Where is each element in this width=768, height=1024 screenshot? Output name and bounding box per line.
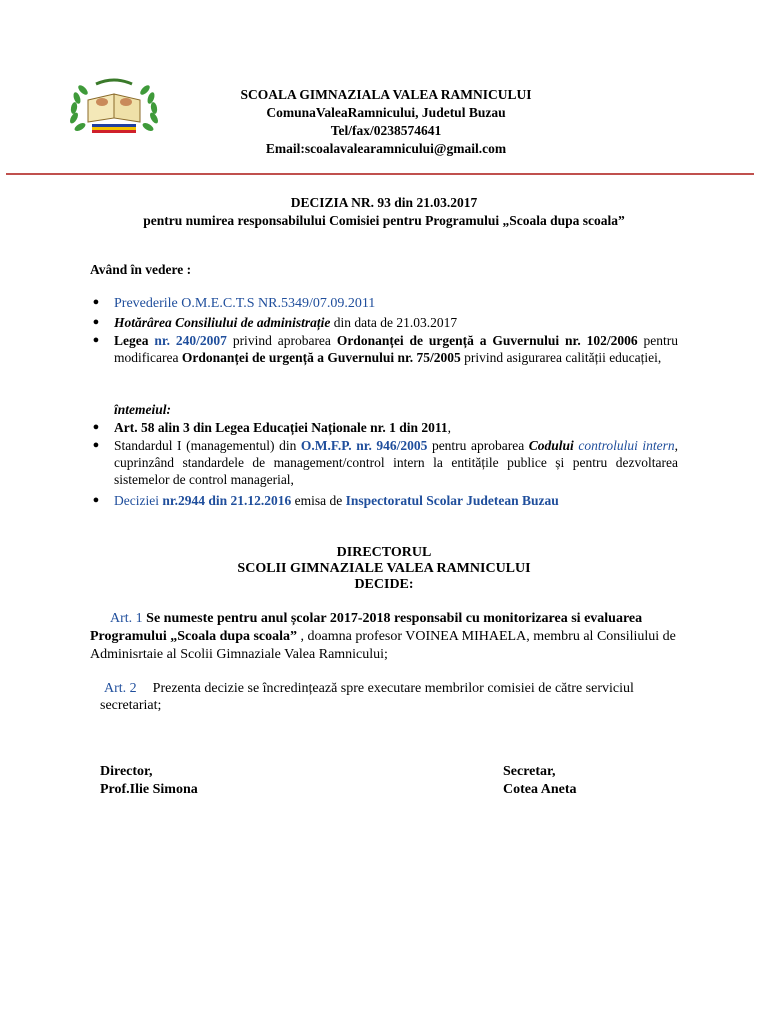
signature-role: Secretar, xyxy=(503,764,556,779)
law-reference: O.M.F.P. nr. 946/2005 xyxy=(300,438,428,453)
letterhead xyxy=(170,86,602,158)
list-item-bold: Ordonanței de urgență a Guvernului nr. 75/2005 xyxy=(181,350,461,365)
list-item xyxy=(90,437,678,488)
article-label: Art. 1 xyxy=(110,611,143,626)
article-2 xyxy=(100,680,660,714)
bullet-icon: ● xyxy=(92,494,100,506)
signature-role: Director, xyxy=(100,764,153,779)
list-item-text: Standardul I (managementul) din xyxy=(114,438,301,453)
list-item-text: Prevederile O.M.E.C.T.S NR.5349/07.09.2011 xyxy=(114,296,376,311)
list-item xyxy=(90,419,678,436)
article-label: Art. 2 xyxy=(104,681,137,696)
bullet-icon: ● xyxy=(92,421,100,433)
bullet-icon: ● xyxy=(92,439,100,451)
considering-label: Având în vedere : xyxy=(90,262,192,277)
list-item xyxy=(90,294,678,312)
signature-name: Prof.Ilie Simona xyxy=(100,782,198,797)
director-heading xyxy=(150,545,618,593)
institution-name: Inspectoratul Scolar Judetean Buzau xyxy=(345,493,559,508)
considering-list xyxy=(90,294,678,366)
school-phone: Tel/fax/0238574641 xyxy=(330,123,442,138)
law-reference: nr.2944 din 21.12.2016 xyxy=(162,493,292,508)
school-logo xyxy=(66,74,166,140)
secretary-signature xyxy=(503,763,577,799)
school-email: Email:scoalavalearamnicului@gmail.com xyxy=(265,141,507,156)
law-reference: controlului intern xyxy=(578,438,675,453)
grounds-label: întemeiul: xyxy=(114,402,171,417)
list-item-bold: Hotărârea Consiliului de administrație xyxy=(114,315,331,330)
decide-line: DECIDE: xyxy=(354,577,414,592)
list-item-text: pentru aprobarea xyxy=(427,438,529,453)
bullet-icon: ● xyxy=(92,296,100,308)
director-signature xyxy=(100,763,198,799)
list-item-text: din data de 21.03.2017 xyxy=(330,315,458,330)
list-item-bold: Ordonanței de urgență a Guvernului nr. 102/2006 xyxy=(336,333,638,348)
list-item-text: pentru modificarea xyxy=(114,333,678,365)
law-reference: nr. 240/2007 xyxy=(154,333,227,348)
article-bold: Se numeste pentru anul școlar 2017-2018 responsabil cu monitorizarea si evaluarea Programului „Scoala dupa scoala” xyxy=(90,611,643,644)
article-text: Prezenta decizie se încredințează spre executare membrilor comisiei de către serviciul secretariat; xyxy=(100,681,634,713)
bullet-icon: ● xyxy=(92,334,100,346)
list-item xyxy=(90,492,678,509)
school-logo-emblem-icon xyxy=(66,74,166,140)
list-item-text: privind asigurarea calității educației, xyxy=(460,350,662,365)
list-item-bold: Legea xyxy=(114,333,155,348)
director-line: SCOLII GIMNAZIALE VALEA RAMNICULUI xyxy=(237,561,531,576)
list-item-text: , cuprinzând standardele de management/control intern la entitățile publice și pentru dezvoltarea sistemelor de control managerial, xyxy=(114,438,678,487)
grounds-list xyxy=(90,419,678,509)
school-address: ComunaValeaRamnicului, Judetul Buzau xyxy=(266,105,506,120)
article-1 xyxy=(90,610,690,664)
signature-name: Cotea Aneta xyxy=(503,782,577,797)
decision-heading xyxy=(40,194,728,230)
school-name: SCOALA GIMNAZIALA VALEA RAMNICULUI xyxy=(240,87,532,102)
list-item-text: Deciziei xyxy=(114,493,163,508)
list-item-bold: Art. 58 alin 3 din Legea Educației Naționale nr. 1 din 2011 xyxy=(114,420,448,435)
list-item xyxy=(90,332,678,366)
director-line: DIRECTORUL xyxy=(336,545,432,560)
list-item-bold: Codului xyxy=(528,438,574,453)
header-divider xyxy=(6,173,754,175)
list-item-text: privind aprobarea xyxy=(226,333,337,348)
bullet-icon: ● xyxy=(92,316,100,328)
decision-title: DECIZIA NR. 93 din 21.03.2017 xyxy=(290,195,478,210)
list-item xyxy=(90,314,678,331)
list-item-text: emisa de xyxy=(291,493,346,508)
article-text: , doamna profesor VOINEA MIHAELA, membru al Consiliului de Adminisrtaie al Scolii Gimnaziale Valea Ramnicului; xyxy=(90,629,676,662)
decision-subtitle: pentru numirea responsabilului Comisiei pentru Programului „Scoala dupa scoala” xyxy=(143,213,625,228)
list-item-text: , xyxy=(447,420,452,435)
